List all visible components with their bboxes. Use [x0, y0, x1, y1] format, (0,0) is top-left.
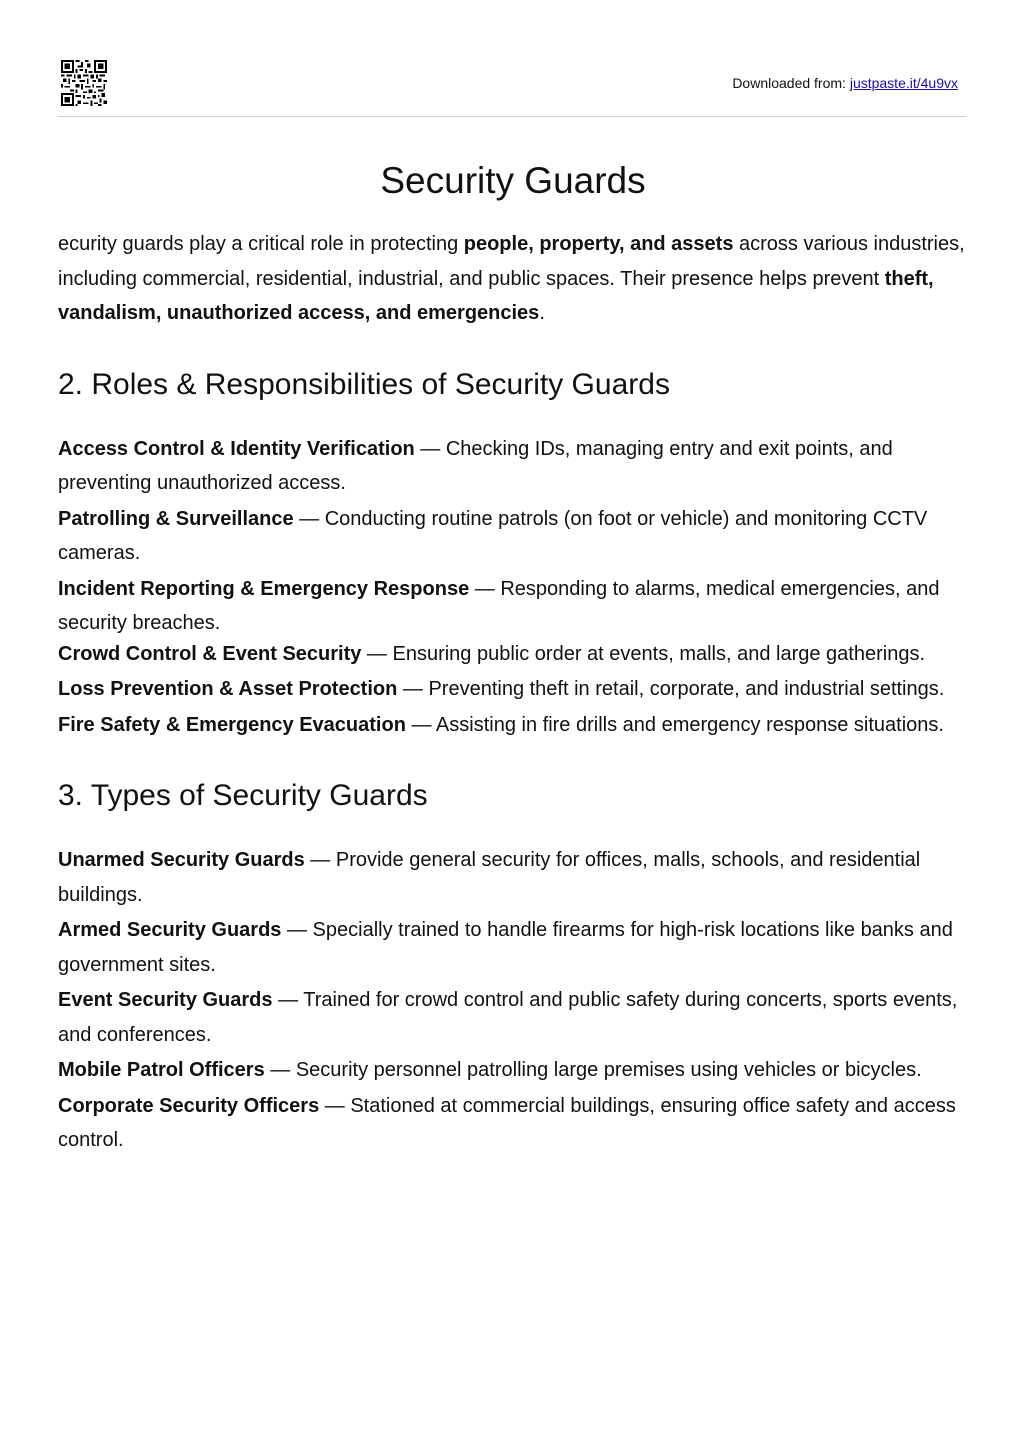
type-desc: — Specially trained to handle firearms for high-risk locations like banks and government sites.	[58, 919, 953, 976]
type-term: Armed Security Guards	[58, 919, 282, 941]
type-term: Corporate Security Officers	[58, 1094, 320, 1117]
download-source	[732, 75, 958, 91]
role-item	[58, 708, 968, 743]
intro-paragraph	[58, 227, 968, 331]
qr-code-icon	[61, 60, 107, 106]
role-term: Incident Reporting & Emergency Response	[58, 577, 470, 600]
document-body	[58, 155, 968, 1159]
type-item	[58, 843, 968, 912]
role-term: Patrolling & Surveillance	[58, 507, 294, 530]
type-term: Unarmed Security Guards	[58, 849, 305, 871]
role-desc: — Conducting routine patrols (on foot or vehicle) and monitoring CCTV cameras.	[58, 507, 928, 564]
role-term: Fire Safety & Emergency Evacuation	[58, 713, 406, 736]
page-header	[58, 56, 966, 117]
role-desc: — Checking IDs, managing entry and exit points, and preventing unauthorized access.	[58, 437, 893, 494]
role-item	[58, 637, 968, 672]
type-term: Mobile Patrol Officers	[58, 1059, 265, 1081]
intro-bold-1: people, property, and assets	[463, 233, 734, 255]
type-term: Event Security Guards	[58, 989, 273, 1011]
intro-text-1: ecurity guards play a critical role in protecting	[58, 233, 464, 255]
role-term: Access Control & Identity Verification	[58, 437, 415, 460]
role-item	[58, 502, 968, 571]
role-term: Crowd Control & Event Security	[58, 642, 362, 665]
type-desc: — Stationed at commercial buildings, ensuring office safety and access control.	[58, 1094, 956, 1151]
type-item	[58, 1089, 968, 1158]
source-link[interactable]: justpaste.it/4u9vx	[849, 75, 958, 91]
role-desc: — Ensuring public order at events, malls, and large gatherings.	[361, 642, 926, 665]
intro-text-2: across various industries, including commercial, residential, industrial, and public spaces. Their presence helps prevent	[58, 233, 965, 290]
role-item	[58, 432, 968, 501]
role-item	[58, 672, 968, 707]
section-heading-roles: 2. Roles & Responsibilities of Security Guards	[58, 367, 670, 401]
page-title: Security Guards	[380, 160, 646, 201]
downloaded-label: Downloaded from:	[732, 75, 846, 91]
intro-bold-2: theft, vandalism, unauthorized access, and emergencies	[58, 267, 934, 324]
role-desc: — Preventing theft in retail, corporate, and industrial settings.	[397, 678, 945, 700]
type-desc: — Trained for crowd control and public safety during concerts, sports events, and conferences.	[58, 989, 958, 1046]
role-term: Loss Prevention & Asset Protection	[58, 678, 398, 700]
type-item	[58, 913, 968, 982]
section-heading-types: 3. Types of Security Guards	[58, 779, 428, 812]
role-desc: — Responding to alarms, medical emergencies, and security breaches.	[58, 577, 940, 634]
type-desc: — Provide general security for offices, malls, schools, and residential buildings.	[58, 849, 921, 906]
type-item	[58, 983, 968, 1052]
role-desc: — Assisting in fire drills and emergency response situations.	[405, 713, 944, 736]
role-item	[58, 572, 968, 641]
type-item	[58, 1053, 968, 1088]
type-desc: — Security personnel patrolling large premises using vehicles or bicycles.	[264, 1059, 922, 1081]
intro-text-3: .	[539, 302, 545, 324]
